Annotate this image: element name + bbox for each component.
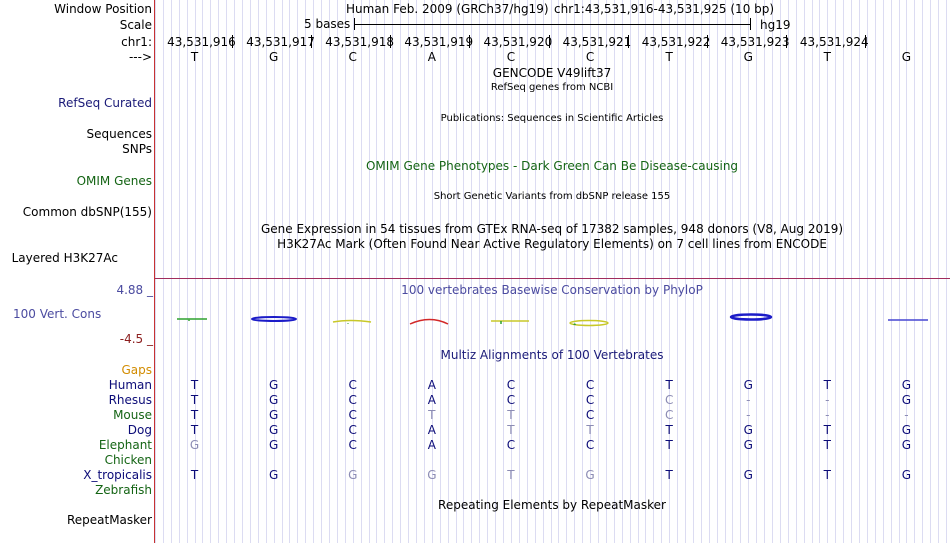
dbsnp-track-title: Short Genetic Variants from dbSNP release 155 [433,191,671,202]
guide-line [234,0,235,543]
aligned-base: C [348,423,357,437]
guide-line [732,0,733,543]
aligned-base: T [823,468,832,482]
aligned-base: G [743,468,753,482]
aligned-base: C [506,438,516,452]
window-position-label[interactable]: Window Position [54,2,152,16]
guide-line [487,0,488,543]
gencode-track-title[interactable]: GENCODE V49lift37 [492,66,612,80]
guide-line [471,0,472,543]
dbsnp-label[interactable]: Common dbSNP(155) [22,205,152,219]
guide-line [305,0,306,543]
aligned-base: T [665,423,673,437]
guide-line [440,0,441,543]
guide-line [392,0,393,543]
guide-line [282,0,283,543]
guide-line [938,0,939,543]
guide-line [804,0,805,543]
guide-line [353,0,354,543]
refseq-curated-label[interactable]: RefSeq Curated [58,96,152,110]
cons-mark-3-tip [347,323,349,324]
refseq-track-subtitle: RefSeq genes from NCBI [490,82,614,93]
aligned-base: A [427,423,436,437]
cons-mark-3 [333,321,371,323]
aligned-base: C [664,408,674,422]
aligned-base: T [823,438,832,452]
guide-line [819,0,820,543]
aligned-base: G [743,378,753,392]
guide-line [171,0,172,543]
guide-line [313,0,314,543]
aligned-base: G [348,468,358,482]
guide-line [891,0,892,543]
guide-line [163,0,164,543]
aligned-base: G [901,393,912,407]
guide-line [669,0,670,543]
strand-label[interactable]: ---> [128,50,152,64]
guide-line [416,0,417,543]
guide-line [329,0,330,543]
cons-track-title: 100 vertebrates Basewise Conservation by PhyloP [401,283,703,297]
guide-line [408,0,409,543]
guide-line [155,0,156,543]
reference-base: T [823,50,832,64]
scale-db: hg19 [760,18,791,32]
guide-line [645,0,646,543]
guide-line [677,0,678,543]
guide-line [638,0,639,543]
guide-line [210,0,211,543]
aligned-base: G [901,378,912,392]
guide-line [424,0,425,543]
species-label-human[interactable]: Human [108,378,152,392]
label-panel-separator [154,0,155,543]
gtex-track-title: Gene Expression in 54 tissues from GTEx RNA-seq of 17382 samples, 948 donors (V8, Aug 2019) [260,222,844,236]
reference-base: C [506,50,516,64]
aligned-base: G [585,468,595,482]
omim-genes-label[interactable]: OMIM Genes [76,174,152,188]
aligned-base: A [427,438,436,452]
aligned-base: C [348,378,357,392]
guide-line [717,0,718,543]
reference-base: T [665,50,673,64]
guide-line [851,0,852,543]
aligned-base: G [901,423,912,437]
guide-line [345,0,346,543]
species-label-chicken[interactable]: Chicken [104,453,152,467]
guide-line [906,0,907,543]
aligned-base: G [901,438,912,452]
region-position: chr1:43,531,916-43,531,925 (10 bp) [554,2,775,16]
h3k27ac-track-title: H3K27Ac Mark (Often Found Near Active Regulatory Elements) on 7 cell lines from ENCODE [277,237,827,251]
guide-line [922,0,923,543]
aligned-base: G [901,468,912,482]
aligned-base: T [507,408,515,422]
position-label: 43,531,921 [562,35,632,49]
guide-line [875,0,876,543]
species-label-mouse[interactable]: Mouse [113,408,152,422]
aligned-base: T [190,408,199,422]
guide-line [788,0,789,543]
scale-bar-right [750,18,751,30]
aligned-base: C [506,378,516,392]
guide-line [914,0,915,543]
guide-line [622,0,623,543]
guide-line [867,0,868,543]
repeatmasker-track-title: Repeating Elements by RepeatMasker [438,498,666,512]
position-label: 43,531,919 [404,35,474,49]
guide-line [321,0,322,543]
guide-line [827,0,828,543]
guide-line [653,0,654,543]
guide-line [195,0,196,543]
guide-line [202,0,203,543]
guide-line [242,0,243,543]
aligned-base: C [585,378,595,392]
aligned-base: G [268,468,279,482]
reference-base: A [427,50,436,64]
scale-label[interactable]: Scale [119,18,152,32]
aligned-base: G [268,438,279,452]
aligned-base: - [746,408,751,422]
species-label-dog[interactable]: Dog [127,423,152,437]
guide-line [701,0,702,543]
aligned-base: T [665,468,673,482]
position-label: 43,531,917 [246,35,315,49]
aligned-base: G [743,438,753,452]
guide-line [899,0,900,543]
aligned-base: T [507,423,515,437]
aligned-base: C [506,393,516,407]
guide-line [796,0,797,543]
scale-text: 5 bases [304,17,351,31]
guide-line [693,0,694,543]
position-label: 43,531,924 [799,35,869,49]
reference-base: T [190,50,199,64]
aligned-base: G [427,468,437,482]
guide-line [432,0,433,543]
guide-line [226,0,227,543]
guide-line [835,0,836,543]
species-label-rhesus[interactable]: Rhesus [108,393,152,407]
sequences-label[interactable]: Sequences [86,127,152,141]
guide-line [297,0,298,543]
guide-line [384,0,385,543]
aligned-base: T [586,423,594,437]
position-label: 43,531,918 [325,35,395,49]
chrom-label[interactable]: chr1: [121,35,152,49]
multiz-track-title: Multiz Alignments of 100 Vertebrates [440,348,664,362]
guide-line [337,0,338,543]
species-label-elephant[interactable]: Elephant [98,438,152,452]
guide-line [376,0,377,543]
assembly-name: Human Feb. 2009 (GRCh37/hg19) [346,2,549,16]
guide-line [463,0,464,543]
species-label-x_tropicalis[interactable]: X_tropicalis [83,468,152,482]
species-label-zebrafish[interactable]: Zebrafish [95,483,152,497]
guide-line [400,0,401,543]
aligned-base: T [190,423,199,437]
aligned-base: C [348,408,357,422]
guide-line [883,0,884,543]
reference-base: G [743,50,753,64]
aligned-base: - [746,393,751,407]
aligned-base: T [428,408,436,422]
guide-line [780,0,781,543]
guide-line [725,0,726,543]
omim-track-title: OMIM Gene Phenotypes - Dark Green Can Be Disease-causing [365,159,739,173]
reference-base: C [348,50,357,64]
guide-line [479,0,480,543]
guide-line [756,0,757,543]
aligned-base: T [665,378,673,392]
cons-mark-4 [410,320,448,325]
cons-min-value: -4.5 _ [119,332,153,346]
scale-bar [354,24,751,25]
guide-line [764,0,765,543]
guide-line [179,0,180,543]
h3k27ac-label[interactable]: Layered H3K27Ac [11,251,118,265]
reference-base: G [268,50,279,64]
gaps-label[interactable]: Gaps [121,363,152,377]
guide-line [685,0,686,543]
guide-line [250,0,251,543]
cons-mark-2 [252,317,296,321]
guide-line [740,0,741,543]
aligned-base: C [348,438,357,452]
aligned-base: T [190,393,199,407]
position-label: 43,531,923 [720,35,790,49]
guide-line [266,0,267,543]
snps-label[interactable]: SNPs [122,142,152,156]
guide-line [614,0,615,543]
guide-line [772,0,773,543]
reference-base: C [585,50,595,64]
aligned-base: C [348,393,357,407]
aligned-base: G [189,438,200,452]
aligned-base: G [743,423,753,437]
position-label: 43,531,920 [483,35,553,49]
aligned-base: G [268,393,279,407]
guide-line [812,0,813,543]
publications-track-title: Publications: Sequences in Scientific Articles [440,113,664,124]
aligned-base: G [268,408,279,422]
track-separator [155,278,950,279]
guide-line [258,0,259,543]
aligned-base: C [585,393,595,407]
aligned-base: T [507,468,515,482]
aligned-base: T [190,468,199,482]
aligned-base: - [825,408,830,422]
aligned-base: T [823,423,832,437]
guide-line [187,0,188,543]
guide-line [859,0,860,543]
guide-line [843,0,844,543]
guide-line [748,0,749,543]
position-label: 43,531,922 [641,35,711,49]
guide-line [456,0,457,543]
guide-line [289,0,290,543]
aligned-base: - [825,393,830,407]
guide-line [274,0,275,543]
guide-line [218,0,219,543]
aligned-base: C [585,438,595,452]
guide-line [709,0,710,543]
aligned-base: A [427,378,436,392]
aligned-base: T [823,378,832,392]
conservation-wiggle [155,308,950,330]
guide-line [946,0,947,543]
cons-mark-7 [731,315,771,320]
aligned-base: T [190,378,199,392]
aligned-base: C [664,393,674,407]
guide-line [361,0,362,543]
guide-line [930,0,931,543]
reference-base: G [901,50,912,64]
aligned-base: - [904,408,909,422]
aligned-base: T [665,438,673,452]
guide-line [448,0,449,543]
aligned-base: C [585,408,595,422]
guide-line [630,0,631,543]
position-label: 43,531,916 [167,35,236,49]
aligned-base: A [427,393,436,407]
cons-track-label[interactable]: 100 Vert. Cons [13,307,102,321]
guide-line [661,0,662,543]
cons-max-value: 4.88 _ [116,283,153,297]
aligned-base: G [268,423,279,437]
repeatmasker-label[interactable]: RepeatMasker [66,513,152,527]
aligned-base: G [268,378,279,392]
guide-line [369,0,370,543]
